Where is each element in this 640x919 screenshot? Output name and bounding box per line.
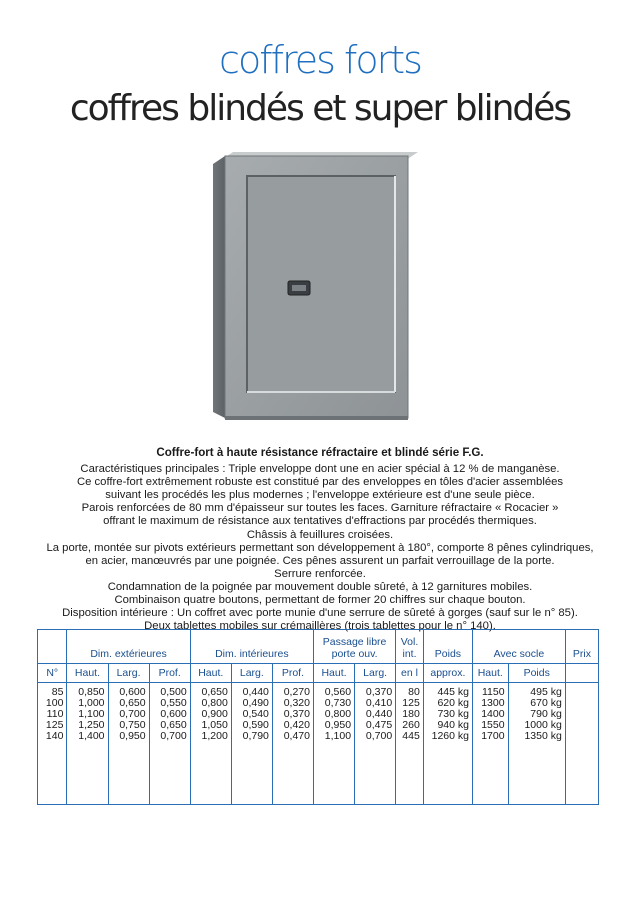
column-header: Prof. — [272, 664, 313, 683]
table-cell: 495 kg — [508, 683, 565, 699]
column-header: Larg. — [355, 664, 396, 683]
description-line: Parois renforcées de 80 mm d'épaisseur sur toutes les faces. Garniture réfractaire « Rocacier » — [81, 502, 559, 515]
dimensions-table — [37, 629, 599, 805]
description-line: Deux tablettes mobiles sur crémaillères (trois tablettes pour le n° 140). — [144, 620, 496, 633]
table-cell-prix — [565, 720, 598, 731]
table-cell-prix — [565, 709, 598, 720]
table-cell: 110 — [38, 709, 67, 720]
description-line: Serrure renforcée. — [274, 567, 366, 580]
table-cell: 1150 — [472, 683, 508, 699]
description-heading: Coffre-fort à haute résistance réfractaire et blindé série F.G. — [156, 446, 484, 459]
safe-photo — [213, 150, 421, 425]
column-header-empty — [565, 664, 598, 683]
table-cell: 1,400 — [67, 731, 108, 805]
table-cell: 790 kg — [508, 709, 565, 720]
table-cell: 0,600 — [108, 683, 149, 699]
table-cell: 1000 kg — [508, 720, 565, 731]
table-cell: 0,800 — [313, 709, 354, 720]
table-cell: 730 kg — [423, 709, 472, 720]
table-cell: 0,950 — [108, 731, 149, 805]
header-group-ext: Dim. extérieures — [67, 630, 190, 664]
table-cell: 125 — [396, 698, 424, 709]
table-cell: 100 — [38, 698, 67, 709]
table-cell: 0,420 — [272, 720, 313, 731]
description-line: La porte, montée sur pivots extérieurs permettant son développement à 180°, comporte 8 pênes cylindriques, — [46, 541, 594, 554]
table-cell: 0,475 — [355, 720, 396, 731]
table-cell: 80 — [396, 683, 424, 699]
table-cell: 0,790 — [231, 731, 272, 805]
table-cell: 0,800 — [190, 698, 231, 709]
table-cell: 1,100 — [67, 709, 108, 720]
description-line: Caractéristiques principales : Triple enveloppe dont une en acier spécial à 12 % de manganèse. — [80, 463, 560, 476]
header-group-prix: Prix — [565, 630, 598, 664]
table-cell: 1550 — [472, 720, 508, 731]
table-cell: 0,370 — [272, 709, 313, 720]
page-title: coffres forts — [219, 38, 421, 82]
table-cell: 260 — [396, 720, 424, 731]
column-header: Larg. — [108, 664, 149, 683]
table-cell: 0,650 — [190, 683, 231, 699]
description-line: en acier, manœuvrés par une poignée. Ces pênes assurent un parfait verrouillage de la porte. — [85, 554, 555, 567]
table-cell: 0,700 — [355, 731, 396, 805]
table-cell: 0,700 — [149, 731, 190, 805]
table-cell: 1,000 — [67, 698, 108, 709]
table-cell: 0,700 — [108, 709, 149, 720]
table-cell: 620 kg — [423, 698, 472, 709]
table-cell: 1260 kg — [423, 731, 472, 805]
table-cell: 0,410 — [355, 698, 396, 709]
description — [30, 446, 610, 633]
table-cell: 0,950 — [313, 720, 354, 731]
table-cell: 0,650 — [149, 720, 190, 731]
column-header: Larg. — [231, 664, 272, 683]
table-cell-prix — [565, 698, 598, 709]
table-cell: 1400 — [472, 709, 508, 720]
table-cell: 670 kg — [508, 698, 565, 709]
table-cell: 0,730 — [313, 698, 354, 709]
column-header: approx. — [423, 664, 472, 683]
column-header: Prof. — [149, 664, 190, 683]
column-header: Haut. — [190, 664, 231, 683]
table-cell-prix — [565, 731, 598, 805]
column-header: N° — [38, 664, 67, 683]
header-group-poids: Poids — [423, 630, 472, 664]
description-line: offrant le maximum de résistance aux tentatives d'effractions par procédés thermiques. — [103, 515, 537, 528]
column-header: Haut. — [472, 664, 508, 683]
table-cell: 1350 kg — [508, 731, 565, 805]
header-cell — [38, 630, 67, 664]
description-line: Condamnation de la poignée par mouvement double sûreté, à 12 garnitures mobiles. — [107, 580, 533, 593]
table-cell: 125 — [38, 720, 67, 731]
table-cell: 0,550 — [149, 698, 190, 709]
table-cell: 0,600 — [149, 709, 190, 720]
table-cell-prix — [565, 683, 598, 699]
column-header: Poids — [508, 664, 565, 683]
table-cell: 0,540 — [231, 709, 272, 720]
table-cell: 1,200 — [190, 731, 231, 805]
table-cell: 180 — [396, 709, 424, 720]
table-cell: 445 kg — [423, 683, 472, 699]
table-cell: 1700 — [472, 731, 508, 805]
table-cell: 0,320 — [272, 698, 313, 709]
table-cell: 1,250 — [67, 720, 108, 731]
table-row — [38, 683, 599, 699]
column-header: Haut. — [67, 664, 108, 683]
header-group-vol: Vol. int. — [396, 630, 424, 664]
table-cell: 1300 — [472, 698, 508, 709]
table-cell: 0,850 — [67, 683, 108, 699]
description-line: Combinaison quatre boutons, permettant de former 20 chiffres sur chaque bouton. — [114, 594, 526, 607]
table-cell: 940 kg — [423, 720, 472, 731]
table-cell: 0,370 — [355, 683, 396, 699]
description-line: Disposition intérieure : Un coffret avec porte munie d'une serrure de sûreté à gorges (sauf sur le n° 85). — [62, 607, 578, 620]
table-cell: 0,490 — [231, 698, 272, 709]
column-header: Haut. — [313, 664, 354, 683]
table-cell: 0,650 — [108, 698, 149, 709]
header-group-socle: Avec socle — [472, 630, 565, 664]
table-cell: 140 — [38, 731, 67, 805]
description-line: Châssis à feuillures croisées. — [246, 528, 394, 541]
page-subtitle: coffres blindés et super blindés — [69, 88, 571, 129]
description-line: Ce coffre-fort extrêmement robuste est constitué par des enveloppes en tôles d'acier assemblées — [76, 476, 564, 489]
table-cell: 0,500 — [149, 683, 190, 699]
table-cell: 1,050 — [190, 720, 231, 731]
table-cell: 85 — [38, 683, 67, 699]
table-cell: 445 — [396, 731, 424, 805]
column-header: en l — [396, 664, 424, 683]
description-line: suivant les procédés les plus modernes ; l'enveloppe extérieure est d'une seule pièce. — [105, 489, 535, 502]
table-row — [38, 731, 599, 805]
table-cell: 0,560 — [313, 683, 354, 699]
table-cell: 0,900 — [190, 709, 231, 720]
header-group-int: Dim. intérieures — [190, 630, 313, 664]
table-cell: 0,440 — [231, 683, 272, 699]
table-cell: 0,750 — [108, 720, 149, 731]
table-cell: 0,590 — [231, 720, 272, 731]
table-cell: 1,100 — [313, 731, 354, 805]
table-cell: 0,440 — [355, 709, 396, 720]
table-cell: 0,470 — [272, 731, 313, 805]
table-cell: 0,270 — [272, 683, 313, 699]
header-group-passage: Passage libre porte ouv. — [313, 630, 395, 664]
